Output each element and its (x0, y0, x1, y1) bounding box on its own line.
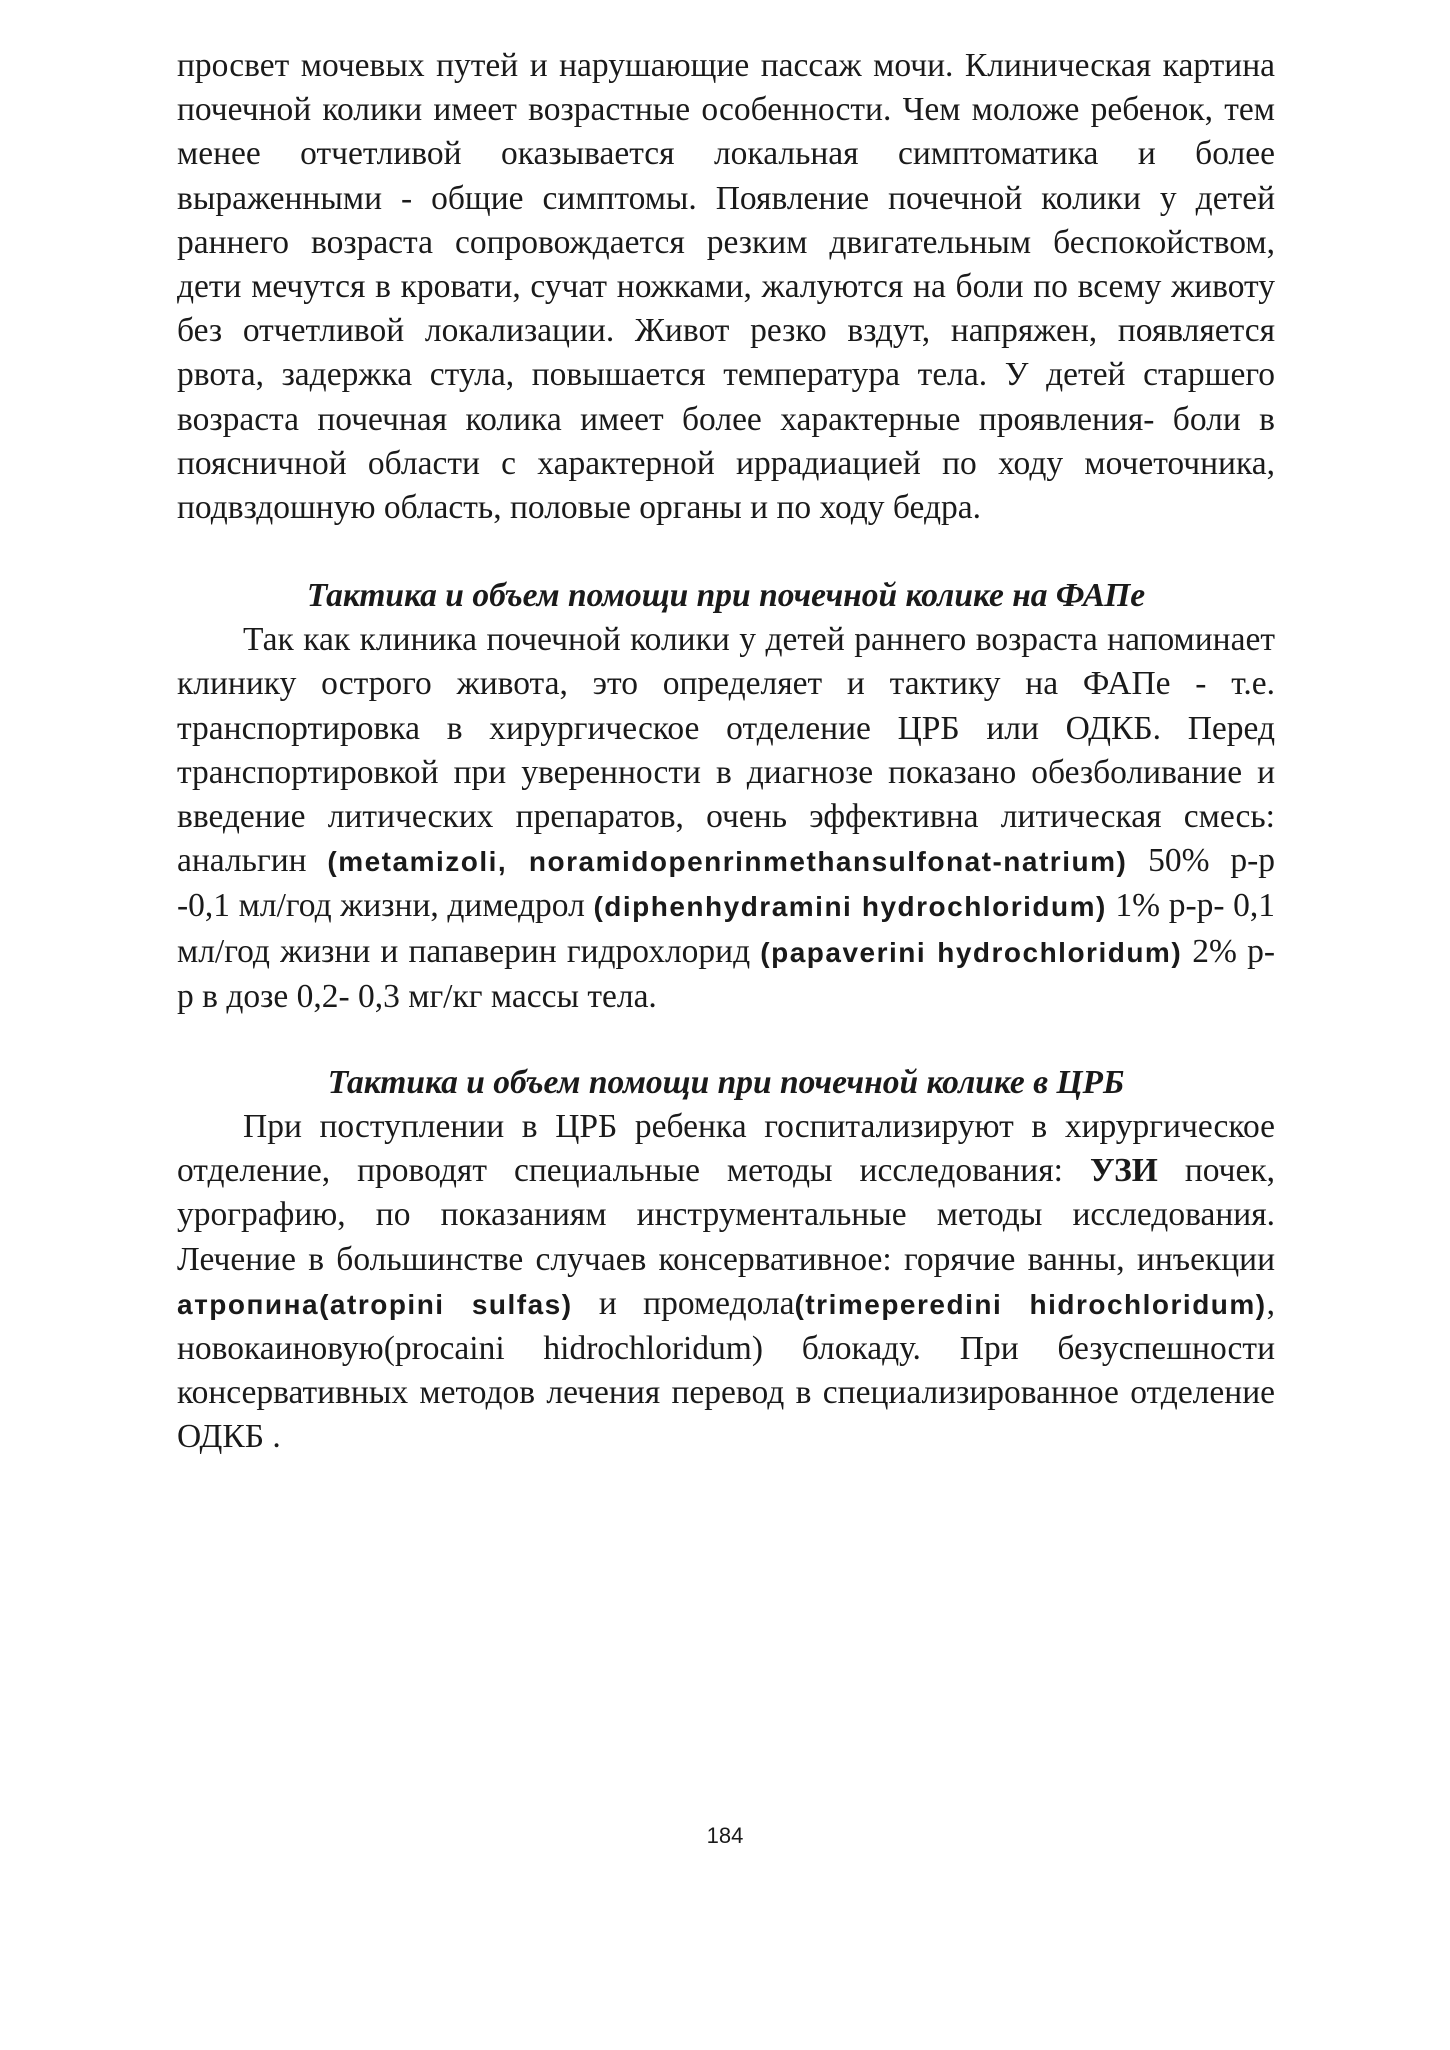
page-body (177, 44, 1275, 1460)
text-run: почек, урографию, по показаниям инструментальные методы исследования. Лечение в большинстве случаев консервативное: горячие ванны, инъекции (177, 1152, 1275, 1278)
paragraph-renal-colic-clinic: просвет мочевых путей и нарушающие пассаж мочи. Клиническая картина почечной колики имеет возрастные особенности. Чем моложе ребенок, тем менее отчетливой оказывается локальная симптоматика и более выраженными - общие симптомы. Появление почечной колики у детей раннего возраста сопровождается резким двигательным беспокойством, дети мечутся в кровати, сучат ножками, жалуются на боли по всему животу без отчетливой локализации. Живот резко вздут, напряжен, появляется рвота, задержка стула, повышается температура тела. У детей старшего возраста почечная колика имеет более характерные проявления- боли в поясничной области с характерной иррадиацией по ходу мочеточника, подвздошную область, половые органы и по ходу бедра. (177, 47, 1275, 527)
page-number: 184 (706, 1823, 744, 1848)
heading-fap-tactics: Тактика и объем помощи при почечной колике на ФАПе (306, 577, 1146, 615)
drug-latin-name: (papaverini hydrochloridum) (760, 936, 1183, 968)
text-run: 50% р-р -0,1 мл/год жизни, димедрол (177, 842, 1276, 925)
drug-latin-name: атропина(atropini sulfas) (177, 1288, 573, 1320)
text-run: 1% р-р- 0,1 мл/год жизни и папаверин гидрохлорид (177, 887, 1276, 970)
text-run-bold: УЗИ (1089, 1152, 1158, 1190)
text-run: и промедола (572, 1284, 795, 1322)
text-run: Так как клиника почечной колики у детей раннего возраста напоминает клинику острого живота, это определяет и тактику на ФАПе - т.е. транспортировка в хирургическое отделение ЦРБ или ОДКБ. Перед транспортировкой при уверенности в диагнозе показано обезболивание и введение литических препаратов, очень эффективна литическая смесь: анальгин (177, 621, 1275, 880)
drug-latin-name: (diphenhydramini hydrochloridum) (593, 891, 1107, 923)
text-run: 2% р-р в дозе 0,2- 0,3 мг/кг массы тела. (177, 932, 1275, 1015)
heading-crb-tactics: Тактика и объем помощи при почечной колике в ЦРБ (327, 1064, 1125, 1102)
text-run: , новокаиновую(procaini hidrochloridum) блокаду. При безуспешности консервативных методов лечения перевод в специализированное отделение ОДКБ . (177, 1284, 1275, 1456)
paragraph-crb-tactics (177, 1105, 1275, 1460)
paragraph-fap-tactics (177, 618, 1275, 1019)
text-run: При поступлении в ЦРБ ребенка госпитализируют в хирургическое отделение, проводят специальные методы исследования: (177, 1108, 1275, 1190)
drug-latin-name: (trimeperedini hidrochloridum) (794, 1288, 1267, 1320)
drug-latin-name: (metamizoli, noramidopenrinmethansulfonat-natrium) (327, 846, 1128, 878)
